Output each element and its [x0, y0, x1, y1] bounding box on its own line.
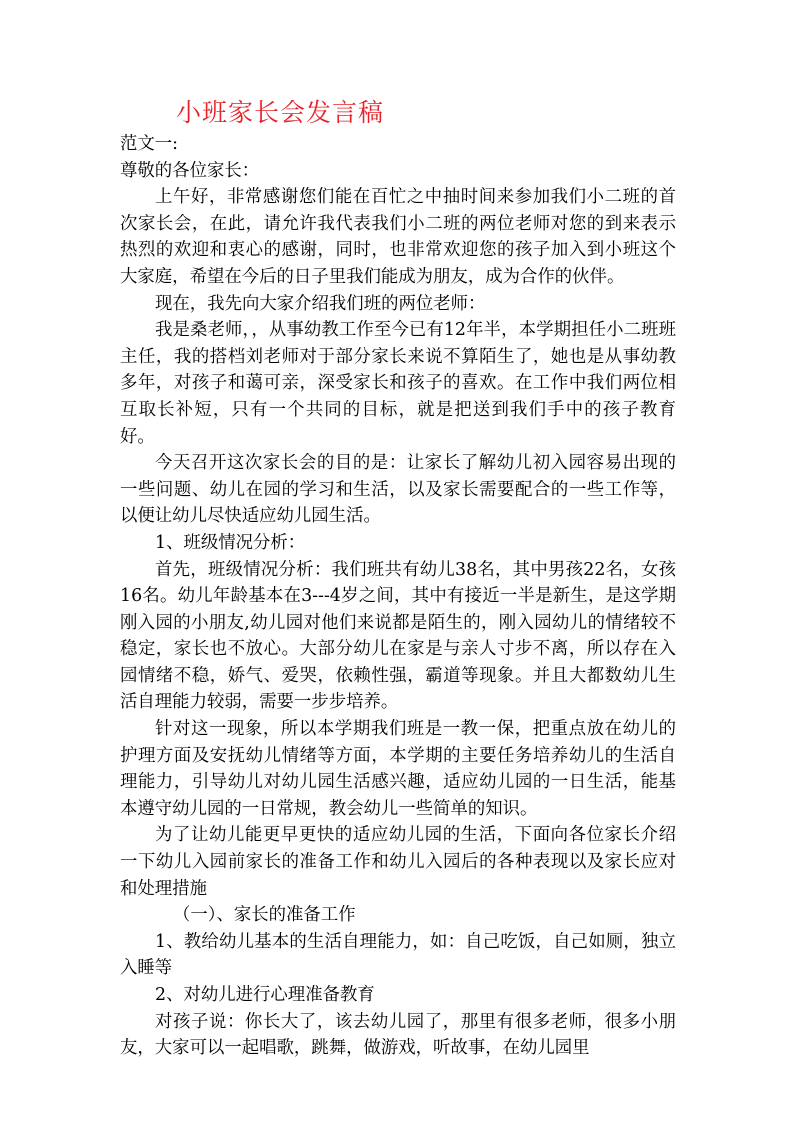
paragraph-welcome: 上午好，非常感谢您们能在百忙之中抽时间来参加我们小二班的首次家长会，在此，请允许我代表我们小二班的两位老师对您的到来表示热烈的欢迎和衷心的感谢，同时，也非常欢迎您的孩子加入到小班这个大家庭，希望在今后的日子里我们能成为朋友，成为合作的伙伴。	[120, 187, 676, 287]
document-body	[120, 131, 676, 1062]
list-item-psych-prep: 2、对幼儿进行心理准备教育	[155, 985, 375, 1005]
document-title: 小班家长会发言稿	[176, 98, 385, 127]
salutation: 尊敬的各位家长：	[120, 160, 260, 181]
paragraph-talk-to-child: 对孩子说：你长大了，该去幼儿园了，那里有很多老师，很多小朋友，大家可以一起唱歌，跳舞，做游戏，听故事，在幼儿园里	[120, 1011, 676, 1059]
paragraph-class-analysis: 首先，班级情况分析：我们班共有幼儿38名，其中男孩22名，女孩16名。幼儿年龄基本在3---4岁之间，其中有接近一半是新生，是这学期刚入园的小朋友,幼儿园对他们来说都是陌生的，刚入园幼儿的情绪较不稳定，家长也不放心。大部分幼儿在家是与亲人寸步不离，所以存在入园情绪不稳，娇气、爱哭，依赖性强，霸道等现象。并且大都数幼儿生活自理能力较弱，需要一步步培养。	[120, 559, 676, 713]
paragraph-semester-focus: 针对这一现象，所以本学期我们班是一教一保，把重点放在幼儿的护理方面及安抚幼儿情绪等方面，本学期的主要任务培养幼儿的生活自理能力，引导幼儿对幼儿园生活感兴趣，适应幼儿园的一日生活，能基本遵守幼儿园的一日常规，教会幼儿一些简单的知识。	[120, 719, 676, 819]
list-item-self-care: 1、教给幼儿基本的生活自理能力，如：自己吃饭，自己如厕，独立入睡等	[120, 931, 676, 979]
paragraph-intro-teachers: 现在，我先向大家介绍我们班的两位老师：	[155, 293, 486, 314]
paragraph-parent-guidance: 为了让幼儿能更早更快的适应幼儿园的生活，下面向各位家长介绍一下幼儿入园前家长的准备工作和幼儿入园后的各种表现以及家长应对和处理措施	[120, 825, 676, 899]
paragraph-meeting-purpose: 今天召开这次家长会的目的是：让家长了解幼儿初入园容易出现的一些问题、幼儿在园的学习和生活，以及家长需要配合的一些工作等，以便让幼儿尽快适应幼儿园生活。	[120, 453, 676, 527]
section-heading-class-analysis: 1、班级情况分析：	[155, 532, 306, 553]
paragraph-teacher-bio: 我是桑老师，，从事幼教工作至今已有12年半，本学期担任小二班班主任，我的搭档刘老师对于部分家长来说不算陌生了，她也是从事幼教多年，对孩子和蔼可亲，深受家长和孩子的喜欢。在工作中我们两位相互取长补短，只有一个共同的目标，就是把送到我们手中的孩子教育好。	[120, 320, 676, 447]
section-heading-parent-preparation: （一）、家长的准备工作	[173, 905, 356, 926]
greeting-label: 范文一:	[120, 134, 179, 154]
